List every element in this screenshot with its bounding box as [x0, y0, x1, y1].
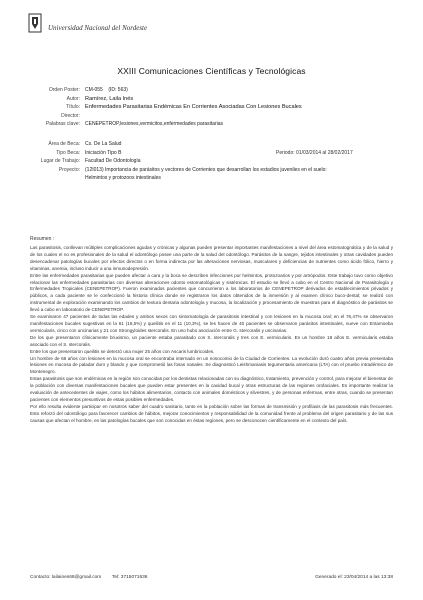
abstract-paragraph: Por ello resulta evidente participar en nosotros saber del cuadro sanitario, tanto en la población sobre las formas de transmisión y profilaxis de las parasitosis más frecuentes. Esto reforzó del odontólogo para favorecer cambios de hábitos, mejorar conocimientos y responsabilidad de la comunidad frente al problema del origen parasitario y de las sus causas que afectan el hombre, en las patologías bucales que son conocidas en éstas regiones, pero se desconocen científicamente en el contexto del país.: [30, 403, 393, 423]
titulo-row: [0, 103, 423, 112]
proyecto-value-2: Helmintos y protozoos intestinales: [85, 175, 161, 182]
abstract-paragraph: Un hombre de 68 años con lesiones en la mucosa oral se encontraba internado en un nosocomio de la Ciudad de Corrientes. La evolución duró cuatro años previa presentaba lesiones en mucosa de paladar duro y blando y que comprometió las fosas nasales. Se diagnosticó Leishmaniasis tegumentaria americana (LTA) con el pruebo intradérmico de Montenegro.: [30, 355, 393, 375]
palabras-value: CENEPETROP,lesiones,vermicitos,enfermedades parasitarias: [85, 121, 224, 128]
lugar-value: Facultad De Odontología: [85, 158, 141, 165]
area-label: Área de Beca:: [48, 140, 80, 147]
palabras-row: [0, 120, 423, 129]
proyecto-row-2: [0, 174, 423, 183]
palabras-label: Palabras clave:: [45, 121, 80, 128]
metadata-block: [0, 86, 423, 183]
director-row: [0, 112, 423, 121]
abstract-paragraph: Se examinaron 47 pacientes de todas las edades y ambos sexos con sintomatología de parasitosis intestinal y con lesiones en la mucosa oral; en el 76,47% se observaron manifestaciones bucales sugestivas en la 61 (18,5%) y queilitis en el 11 (10,3%), se les hacen de 40 pacientes se observaron parásitos intestinales, nueve con Entamoeba vermicularis, cinco con uncinarias y 21 con Strongyloides stercoralis. En uno hubo asociación entre G. stercoralis y uncinarias.: [30, 314, 393, 333]
tipo-label: Tipo Beca:: [56, 149, 80, 156]
generated-timestamp: Generado el: 23/04/2014 a las 13:38: [315, 575, 393, 580]
autor-row: [0, 95, 423, 104]
orden-value: CM-055 (ID: 563): [85, 87, 128, 93]
resumen-label: Resumen :: [30, 236, 55, 242]
proyecto-row: [0, 166, 423, 175]
university-name: Universidad Nacional del Nordeste: [48, 24, 148, 32]
tipo-value: Iniciación Tipo B: [85, 149, 122, 156]
abstract-paragraph: Entre las enfermedades parasitarias que pueden afectar a cara y la boca se describen infecciones por helmintos, protozoarios y por artrópodos. Este trabajo tuvo como objetivo relacionar las enfermedades parasitarias con diversas alteraciones odonto estomatológicas y sistémicas. El estudio se llevó a cabo en el Centro Nacional de Parasitología y Enfermedades Tropicales (CENEPETROP). Fueron examinados pacientes que concurrieron a los laboratorios de CENEPETROP derivados de establecimientos privados y públicos, a cada paciente se le confeccionó la historia clínica donde se registraron los datos obtenidos de la inmersión y al examen clínico buco-dental; se realizó con instrumental de exploración examinando los cambios de textura dentaria odontología y mucosa, la localización y procesamiento de muestras para el diagnóstico de parásitos se llevó a cabo en laboratorio de CENEPETROP.: [30, 272, 393, 313]
autor-value: Ramírez, Laila Inés: [85, 95, 134, 102]
conference-title: XXIII Comunicaciones Científicas y Tecnológicas: [117, 66, 306, 76]
proyecto-value: (12I013) Importancia de parásitos y vectores de Corrientes que desarrollan los estadios juveniles en el suelo:: [85, 166, 327, 173]
orden-label: Orden Poster:: [48, 87, 80, 93]
area-row: [0, 140, 423, 149]
autor-label: Autor:: [66, 95, 80, 102]
periodo-text: Periodo: 01/03/2014 al 28/02/2017: [276, 149, 353, 156]
proyecto-label: Proyecto:: [58, 166, 80, 173]
abstract-paragraph: Las parasitosis, conllevan múltiples complicaciones agudas y crónicas y algunas pueden presentar importantes manifestaciones a nivel del área estomatognática y de la salud y de los cuales el no es profesionales de la salud el odontólogo posee una parte de la salud del odontólogo. Parásitos de la sangre, tejidos intestinales y otras cavidades pueden desencadenar patologías bucales por efectos directos o en forma indirecta por las alteraciones nerviosas, musculares y deficiencias de nutrientes como ácido fólico, hierro y vitaminas, anemia, incluso inducir a una inmunodepresión.: [30, 245, 393, 271]
abstract-body: [30, 245, 393, 425]
orden-id: (ID: 563): [108, 87, 128, 93]
area-value: Cs. De La Salud: [85, 140, 122, 147]
contact-email: Contacto: lailaines68@gmail.com: [30, 575, 102, 580]
lugar-row: [0, 157, 423, 166]
titulo-label: Título:: [66, 104, 80, 111]
tipo-row: [0, 149, 423, 158]
orden-row: [0, 86, 423, 95]
abstract-paragraph: De los que presentaron clínicamente bruxismo, un paciente estaba parasitado con S. stercoralis y tres con E. vermicularis. En un hombre 18 años E. vermicularis estaba asociado con el S. stercoralis.: [30, 334, 393, 347]
abstract-paragraph: Entre los que presentaron queilitis se detectó una mujer 25 años con Ascaris lumbricoides.: [30, 348, 215, 354]
university-seal-icon: [28, 13, 42, 33]
lugar-label: Lugar de Trabajo:: [40, 158, 80, 165]
titulo-value: Enfermedades Parasitarias Endémicas En Corrientes Asociadas Con Lesiones Bucales: [85, 104, 302, 111]
contact-phone: Tel: 3715071636: [112, 575, 148, 580]
abstract-paragraph: Estas parasitosis que son endémicas en la región son conocidas por los dentistas relacionadas con su diagnóstico, tratamiento, prevención y control, para mejorar el bienestar de la población con diversas manifestaciones bucales que pueden estar presentes en la cavidad bucal y otras estructuras de las regiones orofaciales. Es importante realizar la evaluación de antecedentes de viajes, como los hábitos alimentarios, contacto con animales domésticos y silvestres, y de personas enfermas, entre otras, cuando se presentan pacientes con elementos presuntivos de estas posibles enfermedades.: [30, 376, 393, 402]
director-label: Director:: [61, 112, 80, 119]
